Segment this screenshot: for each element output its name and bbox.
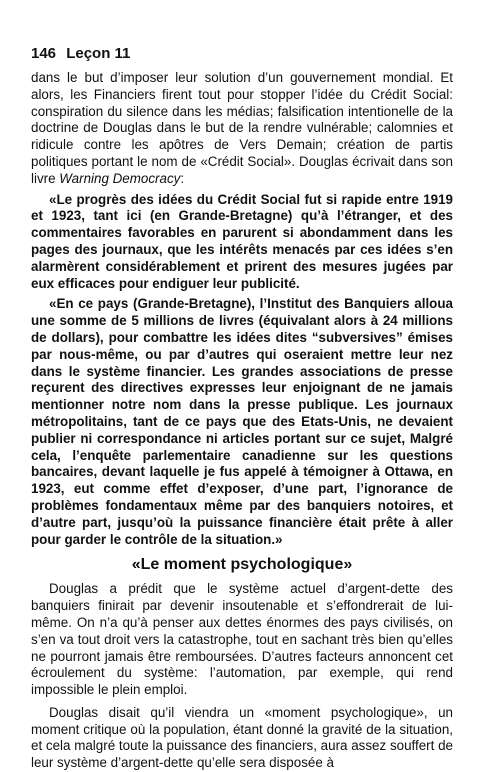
body-paragraph-1: Douglas a prédit que le système actuel d’argent-dette des banquiers finirait par devenir insoutenable et s’effondrerait de lui-même. On n’a qu’à penser aux dettes énormes des pays civilisés, on s’en va tout droit vers la catastrophe, tout en sachant très bien qu’elles ne pourront jamais être remboursées. D’autres facteurs annoncent cet écroulement du système: l’automation, par exemple, qui rend impossible le plein emploi. (31, 581, 453, 698)
body-paragraph-2: Douglas disait qu’il viendra un «moment psychologique», un moment critique où la population, étant donné la gravité de la situation, et cela malgré toute la puissance des financiers, aura assez souffert de leur système d’argent-dette qu’elle sera disposée à (31, 704, 453, 771)
intro-colon: : (180, 170, 185, 186)
quote-paragraph-1: «Le progrès des idées du Crédit Social fut si rapide entre 1919 et 1923, tant ici (en Grande-Bretagne) qu’à l’étranger, et des commentaires favorables en parurent si abondamment dans les pages des journaux, que les intérêts menacés par ces idées s’en alarmèrent considérablement et prirent des mesures jugées par eux efficaces pour endiguer leur publicité. (31, 191, 453, 291)
intro-paragraph (31, 70, 453, 188)
page-number: 146 (31, 45, 57, 62)
page-header (31, 44, 453, 64)
intro-text: dans le but d’imposer leur solution d’un gouvernement mondial. Et alors, les Financiers firent tout pour stopper l’idée du Crédit Social: conspiration du silence dans les médias; falsification intentionelle de la doctrine de Douglas dans le but de la rendre vulnérable; calomnies et ridicule contre les apôtres de Vers Demain; création de partis politiques portant le nom de «Crédit Social». Douglas écrivait dans son livre (31, 70, 453, 186)
quote-paragraph-2: «En ce pays (Grande-Bretagne), l’Institut des Banquiers alloua une somme de 5 millions de livres (équivalant alors à 24 millions de dollars), pour combattre les idées dites “subversives” émises par nous-même, ou par d’autres qui oseraient mettre leur nez dans le système financier. Les grandes associations de presse reçurent des directives expresses leur enjoignant de ne jamais mentionner notre nom dans la presse publique. Les journaux métropolitains, tant de ce pays que des Etats-Unis, ne devaient publier ni correspondance ni articles portant sur ce sujet, Malgré cela, l’enquête parlementaire canadienne sur les questions bancaires, devant laquelle je fus appelé à témoigner à Ottawa, en 1923, eut comme effet d’exposer, d’une part, l’ignorance de problèmes fondamentaux même par des banquiers notoires, et d’autre part, jusqu’où la puissance financière était prête à aller pour garder le contrôle de la situation.» (31, 296, 453, 547)
book-title: Warning Democracy (59, 170, 181, 186)
page (31, 44, 453, 772)
lesson-title: Leçon 11 (66, 45, 131, 62)
section-heading: «Le moment psychologique» (131, 556, 353, 574)
